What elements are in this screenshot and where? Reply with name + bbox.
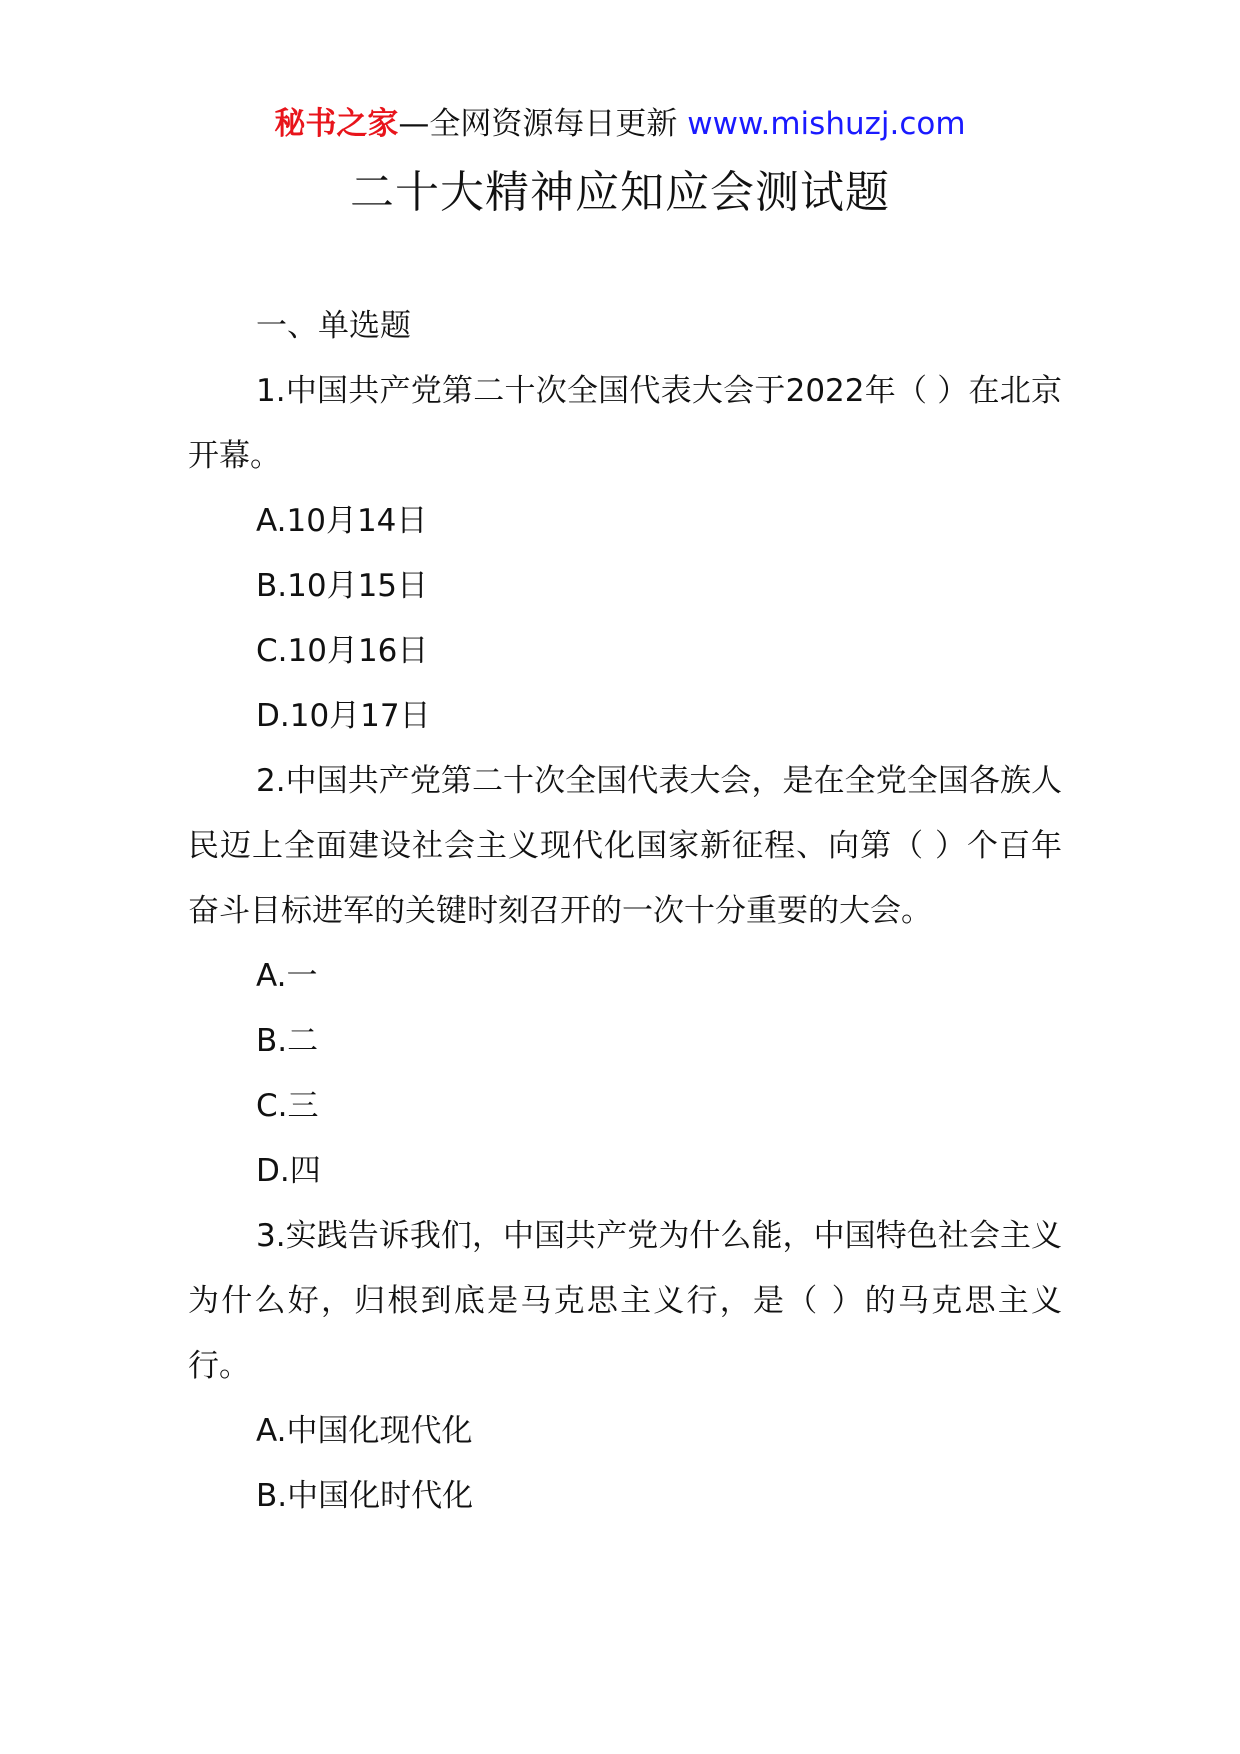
site-header: [0, 100, 1240, 148]
question-3-option-b: B.中国化时代化: [256, 1478, 474, 1514]
question-2-option-c: C.三: [256, 1088, 319, 1124]
question-2-text: 2.中国共产党第二十次全国代表大会，是在全党全国各族人民迈上全面建设社会主义现代化国家新征程、向第（ ）个百年奋斗目标进军的关键时刻召开的一次十分重要的大会。: [188, 763, 1062, 929]
question-1-text: 1.中国共产党第二十次全国代表大会于2022年（ ）在北京开幕。: [188, 373, 1062, 474]
question-2-option-d: D.四: [256, 1153, 321, 1189]
question-2-option-a: A.一: [256, 958, 318, 994]
question-2-option-b: B.二: [256, 1023, 319, 1059]
site-url-link[interactable]: www.mishuzj.com: [687, 106, 966, 142]
question-1-option-a: A.10月14日: [256, 503, 428, 539]
document-body: [188, 294, 1062, 1529]
question-1-option-d: D.10月17日: [256, 698, 431, 734]
header-slogan: —全网资源每日更新: [398, 106, 678, 142]
question-1-option-b: B.10月15日: [256, 568, 429, 604]
question-3-text: 3.实践告诉我们，中国共产党为什么能，中国特色社会主义为什么好，归根到底是马克思主义行，是（ ）的马克思主义行。: [188, 1218, 1062, 1384]
question-1-option-c: C.10月16日: [256, 633, 429, 669]
document-title: 二十大精神应知应会测试题: [350, 167, 890, 218]
question-3-option-a: A.中国化现代化: [256, 1413, 473, 1449]
brand-name: 秘书之家: [274, 106, 399, 142]
section-heading: 一、单选题: [256, 308, 411, 344]
